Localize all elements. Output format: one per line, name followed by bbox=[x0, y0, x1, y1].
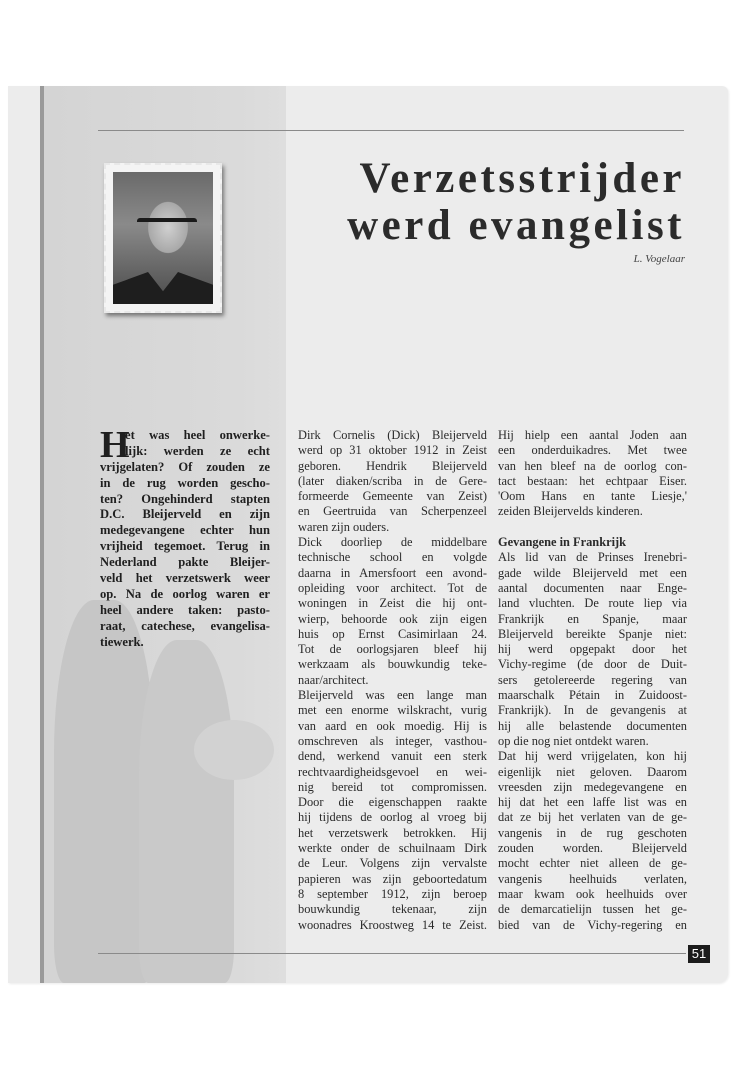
body-text-line: werd op 31 oktober 1912 in Zeist bbox=[298, 443, 487, 458]
body-text-line: hij tijdens de oorlog al vroeg bij bbox=[298, 810, 487, 825]
intro-line: raat, catechese, evangelisa- bbox=[100, 618, 270, 633]
intro-line: veld het verzetswerk weer bbox=[100, 571, 270, 586]
title-line-2: werd evangelist bbox=[347, 202, 685, 249]
body-text-line: technische school en volgde bbox=[298, 550, 487, 565]
body-text-line: vangenis heelhuids verlaten, bbox=[498, 871, 687, 886]
body-column-1 bbox=[298, 428, 487, 933]
body-column-2 bbox=[498, 428, 687, 933]
body-text-line: eigenlijk niet geloven. Daarom bbox=[498, 764, 687, 779]
body-text-line: omschreven als integer, vasthou- bbox=[298, 733, 487, 748]
body-text-line: Tot de oorlogsjaren bleef hij bbox=[298, 642, 487, 657]
body-text-line: sers getolereerde regering van bbox=[498, 672, 687, 687]
body-text-line: bouwkundig tekenaar, zijn bbox=[298, 902, 487, 917]
intro-line: ten? Ongehinderd stapten bbox=[100, 491, 270, 506]
body-text-line: en Geertruida van Scherpenzeel bbox=[298, 504, 487, 519]
intro-line: heel andere taken: pasto- bbox=[100, 602, 270, 617]
portrait-photo bbox=[104, 163, 222, 313]
body-text-line: Bleijerveld bereikte Spanje niet: bbox=[498, 626, 687, 641]
body-text-line: gade wilde Bleijerveld met een bbox=[498, 565, 687, 580]
intro-line: tiewerk. bbox=[100, 634, 144, 649]
body-text-line: (later diaken/scriba in de Gere- bbox=[298, 473, 487, 488]
body-text-line: de Leur. Volgens zijn vervalste bbox=[298, 856, 487, 871]
intro-line: vrijheid tegemoet. Terug in bbox=[100, 539, 270, 554]
intro-paragraph bbox=[100, 424, 270, 650]
body-text-line: Dirk Cornelis (Dick) Bleijerveld bbox=[298, 428, 487, 442]
body-text-line: op die nog niet ontdekt waren. bbox=[498, 733, 649, 748]
body-text-line: huis op Ernst Casimirlaan 24. bbox=[298, 626, 487, 641]
body-text-line: Frankrijk en Spanje, maar bbox=[498, 611, 687, 626]
body-text-line: daarna in Amersfoort een avond- bbox=[298, 565, 487, 580]
body-text-line: 8 september 1912, zijn beroep bbox=[298, 886, 487, 901]
section-heading: Gevangene in Frankrijk bbox=[498, 535, 627, 550]
bottom-rule bbox=[98, 953, 686, 954]
body-text-line: Als lid van de Prinses Irenebri- bbox=[498, 550, 687, 565]
body-text-line: 'Oom Hans en tante Liesje,' bbox=[498, 489, 687, 504]
body-text-line: vangenis in de rug geschoten bbox=[498, 825, 687, 840]
body-text-line: hij alle belastende documenten bbox=[498, 718, 687, 733]
body-text-line: zeiden Bleijervelds kinderen. bbox=[498, 504, 643, 519]
body-text-line: geboren. Hendrik Bleijerveld bbox=[298, 458, 487, 473]
intro-line: et was heel onwerke- bbox=[125, 428, 270, 442]
body-text-line: woonadres Kroostweg 14 te Zeist. bbox=[298, 917, 487, 932]
page-binding-edge bbox=[40, 86, 44, 983]
article-title bbox=[347, 155, 685, 249]
body-text-line: rechtvaardigheidsgevoel en wei- bbox=[298, 764, 487, 779]
body-text-line: woningen in Zeist die hij ont- bbox=[298, 596, 487, 611]
intro-line: medegevangene echter hun bbox=[100, 523, 270, 538]
page-number: 51 bbox=[688, 945, 710, 963]
body-text-line: nig bereid tot compromissen. bbox=[298, 779, 487, 794]
intro-line: lijk: werden ze echt bbox=[125, 443, 270, 458]
drop-cap: H bbox=[100, 424, 130, 466]
body-text-line: naar/architect. bbox=[298, 672, 369, 687]
body-text-line: aantal documenten naar Enge- bbox=[498, 580, 687, 595]
body-text-line: werkte onder de schuilnaam Dirk bbox=[298, 841, 487, 856]
body-text-line: land vluchten. De route liep via bbox=[498, 596, 687, 611]
body-text-line: Door die eigenschappen raakte bbox=[298, 795, 487, 810]
body-text-line: de demarcatielijn tussen het ge- bbox=[498, 902, 687, 917]
body-text-line: Bleijerveld was een lange man bbox=[298, 688, 487, 703]
body-text-line: vreesden zijn medegevangene en bbox=[498, 779, 687, 794]
top-rule bbox=[98, 130, 684, 131]
intro-line: in de rug worden gescho- bbox=[100, 475, 270, 490]
body-text-line: hij werd opgepakt door het bbox=[498, 642, 687, 657]
body-text-line: van aard en ook moedig. Hij is bbox=[298, 718, 487, 733]
body-text-line: hij dat het een laffe list was en bbox=[498, 795, 687, 810]
body-text-line: opleiding voor architect. Tot de bbox=[298, 580, 487, 595]
body-text-line: maarschalk Pétain in Zuidoost- bbox=[498, 688, 687, 703]
body-text-line: dend, werkend vanuit een sterk bbox=[298, 749, 487, 764]
body-text-line: bied van de Vichy-regering en bbox=[498, 917, 687, 932]
body-text-line: Dick doorliep de middelbare bbox=[298, 535, 487, 550]
background-couple-photo bbox=[44, 600, 286, 983]
body-text-line: maar kwam ook heelhuids over bbox=[498, 886, 687, 901]
body-text-line: Vichy-regime (de door de Duit- bbox=[498, 657, 687, 672]
body-text-line: wierp, behoorde ook zijn eigen bbox=[298, 611, 487, 626]
body-text-line: dat ze bij het verlaten van de ge- bbox=[498, 810, 687, 825]
intro-line: op. Na de oorlog waren er bbox=[100, 586, 270, 601]
body-text-line: zouden worden. Bleijerveld bbox=[498, 841, 687, 856]
body-text-line: een onderduikadres. Met twee bbox=[498, 443, 687, 458]
body-text-line: werkzaam als bouwkundig teke- bbox=[298, 657, 487, 672]
body-text-line: waren zijn ouders. bbox=[298, 519, 390, 534]
body-text-line: het verzetswerk betrokken. Hij bbox=[298, 825, 487, 840]
body-text-line: met een enorme wilskracht, vurig bbox=[298, 703, 487, 718]
body-text-line: tact bestaan: het echtpaar Eiser. bbox=[498, 473, 687, 488]
title-line-1: Verzetsstrijder bbox=[359, 155, 685, 202]
intro-line: Nederland pakte Bleijer- bbox=[100, 555, 270, 570]
intro-line: D.C. Bleijerveld en zijn bbox=[100, 507, 270, 522]
body-text-line: van hen bleef na de oorlog con- bbox=[498, 458, 687, 473]
body-text-line: Dat hij werd vrijgelaten, kon hij bbox=[498, 749, 687, 764]
body-text-line: Frankrijk). In de gevangenis at bbox=[498, 703, 687, 718]
body-text-line: papieren was zijn geboortedatum bbox=[298, 871, 487, 886]
body-text-line: Hij hielp een aantal Joden aan bbox=[498, 428, 687, 442]
author-byline: L. Vogelaar bbox=[633, 253, 685, 265]
intro-line: vrijgelaten? Of zouden ze bbox=[100, 459, 270, 474]
body-text-line: formeerde Gemeente van Zeist) bbox=[298, 489, 487, 504]
body-text-line: mocht echter niet alleen de ge- bbox=[498, 856, 687, 871]
